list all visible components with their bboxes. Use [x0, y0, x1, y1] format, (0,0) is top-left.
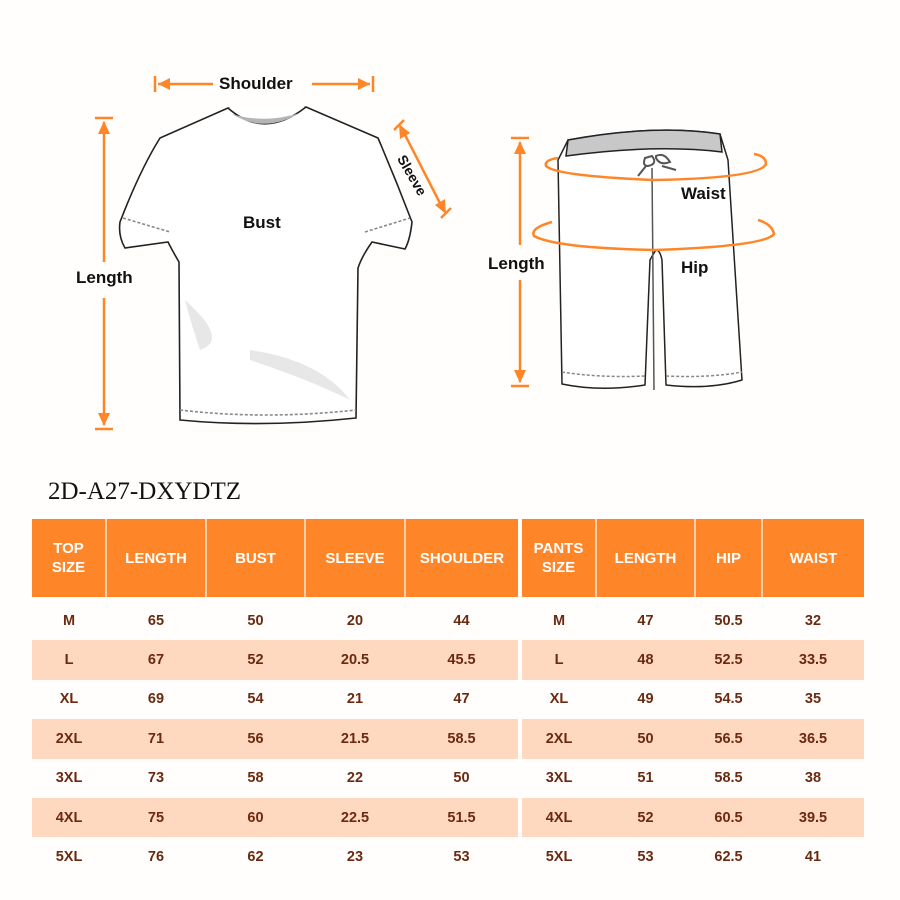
- size-cell: M: [552, 612, 566, 629]
- length-cell: 50: [596, 719, 695, 758]
- bust-cell: 56: [206, 719, 305, 758]
- bust-cell: 62: [247, 849, 264, 866]
- table-row: [522, 798, 864, 837]
- size-cell: 2XL: [522, 719, 596, 758]
- header-top-size: [32, 519, 106, 597]
- length-cell: 52: [596, 798, 695, 837]
- length-cell: 53: [637, 849, 654, 866]
- top-table-header: [32, 519, 518, 597]
- tshirt-length-label: Length: [76, 268, 133, 287]
- length-cell: 71: [106, 719, 206, 758]
- header-length: LENGTH: [596, 519, 695, 597]
- length-cell: 47: [637, 612, 654, 629]
- waist-label: Waist: [681, 184, 726, 203]
- size-cell: 3XL: [55, 770, 83, 787]
- shoulder-cell: 45.5: [405, 640, 518, 679]
- sleeve-cell: 21.5: [305, 719, 405, 758]
- sleeve-cell: 20.5: [305, 640, 405, 679]
- header-hip: HIP: [695, 519, 762, 597]
- hip-cell: 56.5: [695, 719, 762, 758]
- table-row: [32, 640, 518, 679]
- shorts-diagram: [470, 100, 810, 400]
- table-row: [32, 597, 518, 640]
- sleeve-cell: 22.5: [305, 798, 405, 837]
- table-row: [32, 759, 518, 798]
- header-bust: BUST: [206, 519, 305, 597]
- length-cell: 48: [596, 640, 695, 679]
- length-cell: 65: [147, 612, 165, 629]
- hip-cell: 50.5: [714, 612, 743, 629]
- bust-label: Bust: [243, 213, 281, 232]
- waist-cell: 38: [804, 770, 822, 787]
- sleeve-label: Sleeve: [394, 152, 431, 199]
- waist-cell: 33.5: [762, 640, 864, 679]
- shoulder-cell: 53: [453, 849, 470, 866]
- shorts-length-label: Length: [488, 254, 545, 273]
- bust-cell: 60: [206, 798, 305, 837]
- shoulder-label: Shoulder: [219, 74, 293, 93]
- waist-cell: 32: [804, 612, 822, 629]
- bust-cell: 58: [247, 770, 264, 787]
- size-cell: 4XL: [32, 798, 106, 837]
- shoulder-cell: 58.5: [405, 719, 518, 758]
- hip-cell: 62.5: [714, 849, 743, 866]
- length-cell: 73: [147, 770, 165, 787]
- shoulder-cell: 50: [453, 770, 470, 787]
- bust-cell: 54: [247, 691, 264, 708]
- length-cell: 49: [637, 691, 654, 708]
- header-sleeve: SLEEVE: [305, 519, 405, 597]
- hip-cell: 58.5: [714, 770, 743, 787]
- table-row: [522, 597, 864, 640]
- table-row: [522, 719, 864, 758]
- hip-cell: 60.5: [695, 798, 762, 837]
- size-cell: L: [32, 640, 106, 679]
- header-text: PANTS: [533, 540, 584, 557]
- table-row: [32, 719, 518, 758]
- hip-cell: 52.5: [695, 640, 762, 679]
- sleeve-cell: 21: [346, 691, 364, 708]
- length-cell: 67: [106, 640, 206, 679]
- waist-cell: 35: [804, 691, 822, 708]
- pants-size-table: [522, 519, 864, 877]
- size-cell: 2XL: [32, 719, 106, 758]
- table-row: [32, 798, 518, 837]
- header-text: SIZE: [51, 559, 86, 576]
- header-pants-size: [522, 519, 596, 597]
- table-row: [522, 680, 864, 719]
- table-row: [522, 640, 864, 679]
- table-row: [32, 837, 518, 876]
- waist-cell: 39.5: [762, 798, 864, 837]
- table-row: [522, 759, 864, 798]
- header-text: TOP: [53, 540, 84, 557]
- sleeve-cell: 23: [346, 849, 364, 866]
- table-row: [32, 680, 518, 719]
- size-cell: M: [62, 612, 76, 629]
- header-length: LENGTH: [106, 519, 206, 597]
- length-cell: 51: [637, 770, 654, 787]
- size-cell: 4XL: [522, 798, 596, 837]
- bust-cell: 50: [247, 612, 264, 629]
- top-size-table: [32, 519, 518, 877]
- size-cell: XL: [549, 691, 569, 708]
- header-shoulder: SHOULDER: [405, 519, 518, 597]
- size-cell: XL: [59, 691, 79, 708]
- size-cell: 5XL: [545, 849, 573, 866]
- sleeve-cell: 20: [346, 612, 364, 629]
- sleeve-cell: 22: [346, 770, 364, 787]
- waist-cell: 41: [804, 849, 822, 866]
- size-cell: 5XL: [55, 849, 83, 866]
- waist-cell: 36.5: [762, 719, 864, 758]
- shoulder-cell: 47: [453, 691, 470, 708]
- pants-table-header: [522, 519, 864, 597]
- length-cell: 75: [106, 798, 206, 837]
- header-waist: WAIST: [762, 519, 864, 597]
- length-cell: 69: [147, 691, 165, 708]
- hip-label: Hip: [681, 258, 709, 277]
- shoulder-cell: 44: [453, 612, 470, 629]
- hip-cell: 54.5: [714, 691, 743, 708]
- shoulder-cell: 51.5: [405, 798, 518, 837]
- tshirt-diagram: [0, 0, 470, 450]
- header-text: SIZE: [541, 559, 576, 576]
- product-code: 2D-A27-DXYDTZ: [48, 478, 242, 505]
- size-cell: L: [522, 640, 596, 679]
- bust-cell: 52: [206, 640, 305, 679]
- table-row: [522, 837, 864, 876]
- length-cell: 76: [147, 849, 165, 866]
- size-cell: 3XL: [545, 770, 573, 787]
